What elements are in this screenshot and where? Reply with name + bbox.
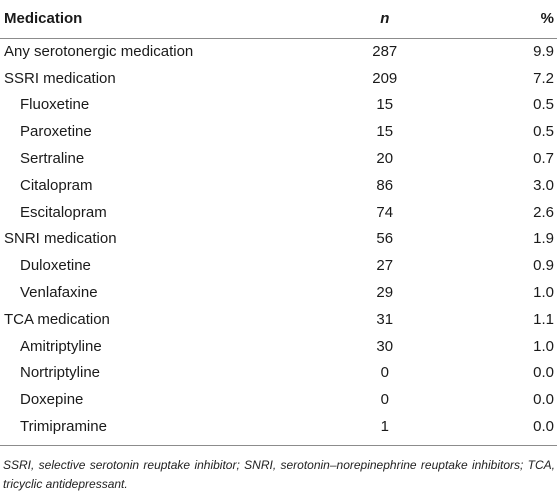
table-row xyxy=(0,38,557,65)
cell-medication-name: Nortriptyline xyxy=(20,364,101,382)
cell-medication-name: SNRI medication xyxy=(4,230,117,248)
cell-percent: 0.5 xyxy=(533,96,554,114)
cell-percent: 1.9 xyxy=(533,230,554,248)
cell-percent: 3.0 xyxy=(533,176,554,194)
cell-n: 287 xyxy=(372,43,398,61)
table-row xyxy=(0,65,557,92)
cell-n: 15 xyxy=(376,123,394,141)
cell-percent: 1.0 xyxy=(533,284,554,302)
header-medication: Medication xyxy=(0,0,318,38)
cell-medication-name: Escitalopram xyxy=(20,203,107,221)
cell-medication-name: Sertraline xyxy=(20,150,85,168)
cell-percent: 9.9 xyxy=(533,43,554,61)
cell-n: 20 xyxy=(376,150,394,168)
cell-n: 86 xyxy=(376,176,394,194)
cell-medication-name: Paroxetine xyxy=(20,123,92,141)
table-row xyxy=(0,360,557,387)
cell-percent: 0.0 xyxy=(533,391,554,409)
table-row xyxy=(0,226,557,253)
cell-percent: 2.6 xyxy=(533,203,554,221)
table-body xyxy=(0,38,557,440)
cell-n: 30 xyxy=(376,337,394,355)
cell-n: 0 xyxy=(380,391,389,409)
cell-medication-name: Fluoxetine xyxy=(20,96,90,114)
cell-n: 27 xyxy=(376,257,394,275)
table-row xyxy=(0,199,557,226)
cell-percent: 1.0 xyxy=(533,337,554,355)
cell-n: 1 xyxy=(380,418,389,436)
table-row xyxy=(0,333,557,360)
cell-medication-name: Duloxetine xyxy=(20,257,91,275)
table-row xyxy=(0,279,557,306)
table-row xyxy=(0,118,557,145)
header-percent: % xyxy=(452,0,557,38)
table-row xyxy=(0,172,557,199)
table-row xyxy=(0,252,557,279)
cell-percent: 0.0 xyxy=(533,364,554,382)
cell-n: 56 xyxy=(376,230,394,248)
table-footnote: SSRI, selective serotonin reuptake inhibitor; SNRI, serotonin–norepinephrine reuptake inhibitors; TCA, tricyclic antidepressant. xyxy=(3,458,555,491)
table-header-row xyxy=(0,0,557,38)
cell-percent: 0.9 xyxy=(533,257,554,275)
cell-medication-name: Amitriptyline xyxy=(20,337,102,355)
table-row xyxy=(0,413,557,440)
cell-percent: 0.0 xyxy=(533,418,554,436)
cell-medication-name: Trimipramine xyxy=(20,418,107,436)
cell-medication-name: TCA medication xyxy=(4,310,110,328)
cell-n: 74 xyxy=(376,203,394,221)
cell-medication-name: SSRI medication xyxy=(4,69,116,87)
header-n: n xyxy=(318,0,452,38)
cell-n: 0 xyxy=(380,364,389,382)
cell-percent: 7.2 xyxy=(533,69,554,87)
cell-medication-name: Citalopram xyxy=(20,176,93,194)
cell-n: 15 xyxy=(376,96,394,114)
table-row xyxy=(0,92,557,119)
table-bottom-rule xyxy=(0,445,557,446)
cell-percent: 0.5 xyxy=(533,123,554,141)
cell-medication-name: Venlafaxine xyxy=(20,284,98,302)
table-row xyxy=(0,145,557,172)
cell-percent: 0.7 xyxy=(533,150,554,168)
cell-n: 31 xyxy=(376,310,394,328)
table-row xyxy=(0,386,557,413)
table-row xyxy=(0,306,557,333)
cell-medication-name: Doxepine xyxy=(20,391,84,409)
cell-percent: 1.1 xyxy=(533,310,554,328)
cell-n: 29 xyxy=(376,284,394,302)
cell-medication-name: Any serotonergic medication xyxy=(4,43,194,61)
cell-n: 209 xyxy=(372,69,398,87)
